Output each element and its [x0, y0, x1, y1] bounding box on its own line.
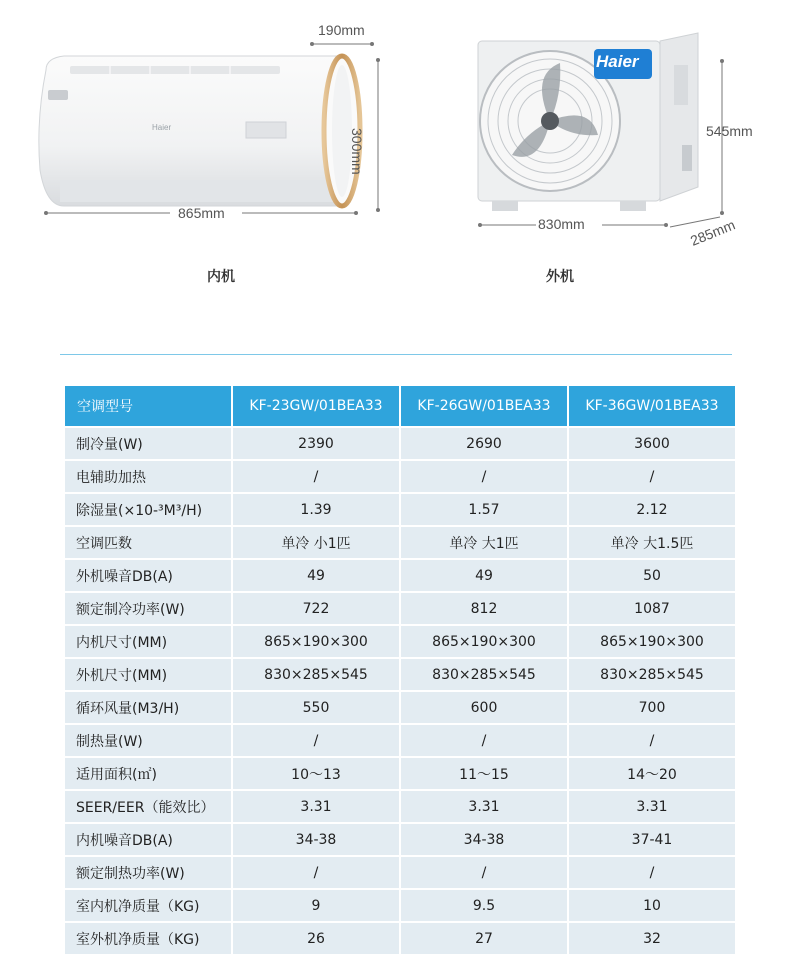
- outdoor-depth-label: 285mm: [688, 216, 738, 249]
- table-row: [65, 692, 735, 723]
- spec-value: 830×285×545: [401, 659, 567, 690]
- spec-value: 34-38: [233, 824, 399, 855]
- spec-value: /: [233, 725, 399, 756]
- spec-table-body: [65, 428, 735, 954]
- header-model-23: KF-23GW/01BEA33: [233, 386, 399, 426]
- table-row: [65, 758, 735, 789]
- spec-label: 室外机净质量（KG): [65, 923, 231, 954]
- spec-label: 内机噪音DB(A): [65, 824, 231, 855]
- table-row: [65, 494, 735, 525]
- spec-value: 2390: [233, 428, 399, 459]
- table-row: [65, 890, 735, 921]
- spec-value: 单冷 小1匹: [233, 527, 399, 558]
- spec-value: /: [233, 461, 399, 492]
- spec-value: /: [233, 857, 399, 888]
- spec-value: /: [401, 857, 567, 888]
- outdoor-width-label: 830mm: [538, 216, 585, 232]
- table-row: [65, 824, 735, 855]
- spec-value: 11～15: [401, 758, 567, 789]
- spec-value: 27: [401, 923, 567, 954]
- header-model-26: KF-26GW/01BEA33: [401, 386, 567, 426]
- spec-value: /: [569, 461, 735, 492]
- spec-value: 722: [233, 593, 399, 624]
- spec-value: 单冷 大1.5匹: [569, 527, 735, 558]
- table-row: [65, 560, 735, 591]
- indoor-width-label: 865mm: [178, 205, 225, 221]
- haier-logo: Haier: [596, 52, 639, 71]
- spec-label: 制热量(W): [65, 725, 231, 756]
- table-row: [65, 626, 735, 657]
- spec-table: [63, 384, 737, 956]
- spec-label: 室内机净质量（KG): [65, 890, 231, 921]
- spec-value: 26: [233, 923, 399, 954]
- spec-value: 37-41: [569, 824, 735, 855]
- table-row: [65, 857, 735, 888]
- spec-value: 865×190×300: [233, 626, 399, 657]
- spec-value: /: [569, 857, 735, 888]
- spec-value: 830×285×545: [233, 659, 399, 690]
- spec-value: 2690: [401, 428, 567, 459]
- indoor-caption: 内机: [207, 269, 235, 285]
- table-row: [65, 923, 735, 954]
- outdoor-height-label: 545mm: [706, 123, 753, 139]
- spec-value: /: [401, 461, 567, 492]
- spec-value: 1087: [569, 593, 735, 624]
- spec-value: 1.57: [401, 494, 567, 525]
- outdoor-caption: 外机: [546, 269, 574, 285]
- header-model: 空调型号: [65, 386, 231, 426]
- table-row: [65, 593, 735, 624]
- spec-label: 空调匹数: [65, 527, 231, 558]
- spec-value: 3.31: [401, 791, 567, 822]
- spec-label: 内机尺寸(MM): [65, 626, 231, 657]
- table-row: [65, 659, 735, 690]
- indoor-depth-label: 190mm: [318, 22, 365, 38]
- header-model-36: KF-36GW/01BEA33: [569, 386, 735, 426]
- spec-label: 外机尺寸(MM): [65, 659, 231, 690]
- spec-label: 循环风量(M3/H): [65, 692, 231, 723]
- spec-value: 865×190×300: [401, 626, 567, 657]
- section-divider: [60, 354, 732, 355]
- spec-value: 34-38: [401, 824, 567, 855]
- spec-label: 适用面积(㎡): [65, 758, 231, 789]
- spec-label: 制冷量(W): [65, 428, 231, 459]
- spec-value: 550: [233, 692, 399, 723]
- table-row: [65, 527, 735, 558]
- table-header-row: [65, 386, 735, 426]
- spec-value: 830×285×545: [569, 659, 735, 690]
- spec-value: 50: [569, 560, 735, 591]
- spec-label: 外机噪音DB(A): [65, 560, 231, 591]
- spec-value: 812: [401, 593, 567, 624]
- table-row: [65, 725, 735, 756]
- spec-value: 2.12: [569, 494, 735, 525]
- spec-value: /: [569, 725, 735, 756]
- spec-value: 9: [233, 890, 399, 921]
- spec-value: 单冷 大1匹: [401, 527, 567, 558]
- spec-value: 10: [569, 890, 735, 921]
- table-row: [65, 791, 735, 822]
- spec-label: 额定制冷功率(W): [65, 593, 231, 624]
- spec-value: /: [401, 725, 567, 756]
- spec-label: 电辅助加热: [65, 461, 231, 492]
- spec-value: 865×190×300: [569, 626, 735, 657]
- spec-value: 9.5: [401, 890, 567, 921]
- spec-value: 14～20: [569, 758, 735, 789]
- table-row: [65, 428, 735, 459]
- spec-value: 32: [569, 923, 735, 954]
- spec-value: 10～13: [233, 758, 399, 789]
- spec-label: 除湿量(×10-³M³/H): [65, 494, 231, 525]
- spec-value: 700: [569, 692, 735, 723]
- spec-value: 600: [401, 692, 567, 723]
- spec-value: 3.31: [569, 791, 735, 822]
- spec-label: SEER/EER（能效比）: [65, 791, 231, 822]
- indoor-height-label: 300mm: [349, 128, 365, 175]
- spec-label: 额定制热功率(W): [65, 857, 231, 888]
- table-row: [65, 461, 735, 492]
- spec-value: 3.31: [233, 791, 399, 822]
- spec-value: 49: [401, 560, 567, 591]
- spec-value: 3600: [569, 428, 735, 459]
- indoor-brand-mark: Haier: [152, 123, 172, 132]
- spec-value: 49: [233, 560, 399, 591]
- indoor-unit-illustration: [20, 20, 400, 230]
- spec-value: 1.39: [233, 494, 399, 525]
